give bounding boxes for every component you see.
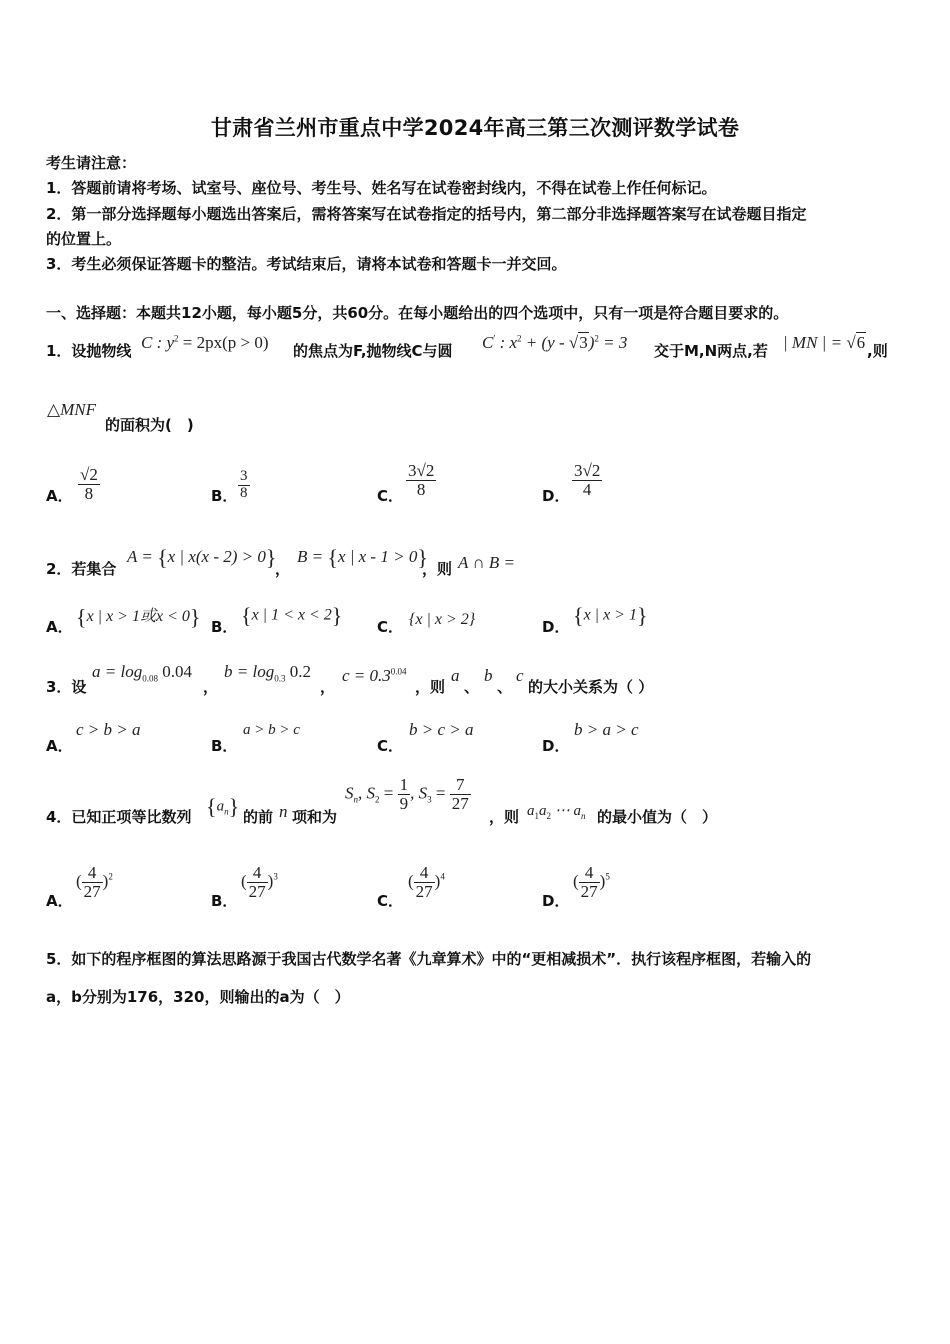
q5-line-2: a，b分别为176，320，则输出的a为（ ） xyxy=(46,988,350,1006)
notice-heading: 考生请注意： xyxy=(46,154,137,172)
q4-option-d-label[interactable]: D． xyxy=(542,892,570,910)
q1-text-4: ,则 xyxy=(867,342,888,360)
q2-text-1: 2．若集合 xyxy=(46,560,117,578)
q4-text-1: 4．已知正项等比数列 xyxy=(46,808,192,826)
q3-text-2: ， xyxy=(203,678,219,696)
q4-sum-formula: $S_n$, $S_2$ = $\frac{1}{9}$ , $S_3$ = $\frac{7}{27}$ xyxy=(345,775,469,813)
q2-option-c[interactable]: {x | x > 2} xyxy=(409,611,476,628)
q1-parabola-formula: C : $y^2 = 2px(p > 0)$ xyxy=(141,333,269,352)
q3-option-d[interactable]: b > a > c xyxy=(574,720,639,739)
q3-option-c[interactable]: b > c > a xyxy=(409,720,474,739)
q4-option-c-label[interactable]: C． xyxy=(377,892,404,910)
q1-option-c-label[interactable]: C． xyxy=(377,487,404,505)
q3-c-def: $c = 0.3^{0.04}$ xyxy=(342,666,407,685)
page-title: 甘肃省兰州市重点中学2024年高三第三次测评数学试卷 xyxy=(210,116,740,140)
q4-option-a[interactable]: ( $\frac{4}{27}$ )$^2$ xyxy=(76,863,113,901)
q3-option-c-label[interactable]: C． xyxy=(377,737,404,755)
q1-option-d[interactable]: $\frac{3√2}{4}$ xyxy=(574,461,601,499)
q4-text-4: ，则 xyxy=(489,808,520,826)
q1-option-b-label[interactable]: B． xyxy=(211,487,238,505)
q3-option-a-label[interactable]: A． xyxy=(46,737,73,755)
q3-text-4: ，则 xyxy=(415,678,446,696)
q4-sequence: $\{a_n\}$ xyxy=(206,794,240,819)
q3-option-b-label[interactable]: B． xyxy=(211,737,238,755)
q1-circle-formula: C′ : $x^2 + (y - √3)^2 = 3$ xyxy=(482,333,628,352)
q4-option-d[interactable]: ( $\frac{4}{27}$ )$^5$ xyxy=(573,863,610,901)
q1-option-a[interactable]: $\frac{√2}{8}$ xyxy=(80,465,98,503)
q2-text-3: ，则 xyxy=(422,560,453,578)
q2-option-a-label[interactable]: A． xyxy=(46,618,73,636)
q1-triangle: △MNF xyxy=(47,400,96,419)
q3-text-7: 的大小关系为（ ） xyxy=(528,678,654,696)
q4-product: $a_1a_2$ ⋯ $a_n$ xyxy=(527,803,586,821)
q1-text-5: 的面积为( ) xyxy=(105,416,194,434)
q3-var-b: b xyxy=(484,666,493,685)
q3-text-5: 、 xyxy=(464,678,480,696)
q1-mn-formula: | MN | = √6 xyxy=(783,333,866,352)
q4-option-b[interactable]: ( $\frac{4}{27}$ )$^3$ xyxy=(241,863,278,901)
q1-option-c[interactable]: $\frac{3√2}{8}$ xyxy=(408,461,435,499)
q3-option-d-label[interactable]: D． xyxy=(542,737,570,755)
q2-option-b-label[interactable]: B． xyxy=(211,618,238,636)
q4-option-b-label[interactable]: B． xyxy=(211,892,238,910)
q3-text-6: 、 xyxy=(497,678,513,696)
q4-option-a-label[interactable]: A． xyxy=(46,892,73,910)
q4-text-3: 项和为 xyxy=(292,808,338,826)
q2-text-2: ， xyxy=(275,560,291,578)
q1-text-1: 1．设抛物线 xyxy=(46,342,132,360)
section-heading: 一、选择题：本题共12小题，每小题5分，共60分。在每小题给出的四个选项中，只有一项是符合题目要求的。 xyxy=(46,304,789,322)
q2-intersection: A ∩ B = xyxy=(458,553,515,572)
q2-option-b[interactable]: {x | 1 < x < 2} xyxy=(241,603,343,628)
q4-option-c[interactable]: ( $\frac{4}{27}$ )$^4$ xyxy=(408,863,445,901)
notice-item-2: 2．第一部分选择题每小题选出答案后，需将答案写在试卷指定的括号内，第二部分非选择题答案写在试卷题目指定 xyxy=(46,205,807,223)
q2-option-a[interactable]: {x | x > 1或x < 0} xyxy=(76,604,201,630)
notice-item-3: 3．考生必须保证答题卡的整洁。考试结束后，请将本试卷和答题卡一并交回。 xyxy=(46,255,567,273)
q3-option-b[interactable]: a > b > c xyxy=(243,722,300,738)
q3-a-def: $a = \log_{0.08} 0.04$ xyxy=(92,662,192,684)
q3-text-1: 3．设 xyxy=(46,678,87,696)
q2-option-d-label[interactable]: D． xyxy=(542,618,570,636)
q3-b-def: $b = \log_{0.3} 0.2$ xyxy=(224,662,311,684)
q5-line-1: 5．如下的程序框图的算法思路源于我国古代数学名著《九章算术》中的“更相减损术”．执行该程序框图，若输入的 xyxy=(46,950,812,968)
q3-var-c: c xyxy=(516,666,524,685)
q2-option-c-label[interactable]: C． xyxy=(377,618,404,636)
q1-text-2: 的焦点为F,抛物线C与圆 xyxy=(293,342,453,360)
q2-option-d[interactable]: {x | x > 1} xyxy=(573,603,648,628)
notice-item-2-cont: 的位置上。 xyxy=(46,230,122,248)
q2-set-b: B = {x | x - 1 > 0} xyxy=(297,545,428,570)
q1-option-a-label[interactable]: A． xyxy=(46,487,73,505)
q4-n: n xyxy=(279,802,288,821)
q1-option-b[interactable]: $\frac{3}{8}$ xyxy=(240,468,248,501)
q3-text-3: ， xyxy=(320,678,336,696)
notice-item-1: 1．答题前请将考场、试室号、座位号、考生号、姓名写在试卷密封线内，不得在试卷上作任何标记。 xyxy=(46,179,717,197)
q3-var-a: a xyxy=(451,666,460,685)
q4-text-5: 的最小值为（ ） xyxy=(597,808,718,826)
q4-text-2: 的前 xyxy=(243,808,274,826)
q1-option-d-label[interactable]: D． xyxy=(542,487,570,505)
q1-text-3: 交于M,N两点,若 xyxy=(654,342,768,360)
q3-option-a[interactable]: c > b > a xyxy=(76,720,141,739)
q2-set-a: A = {x | x(x - 2) > 0} xyxy=(127,545,277,570)
